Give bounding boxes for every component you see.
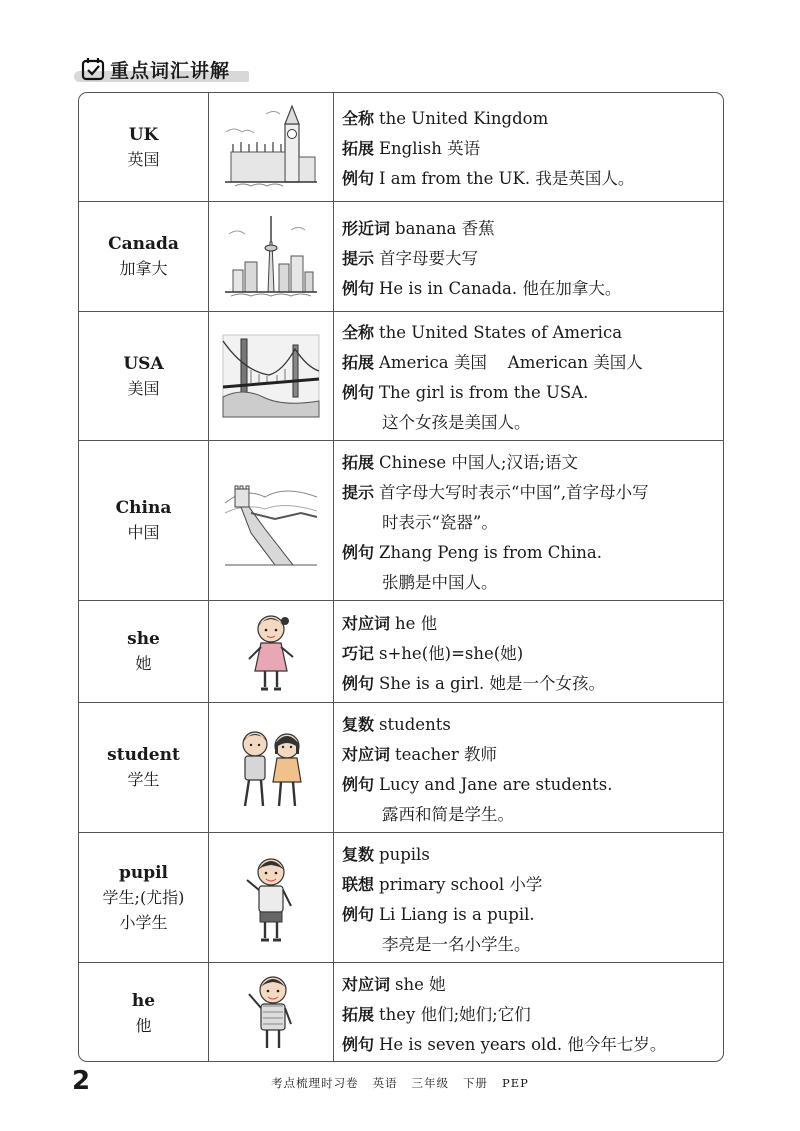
word-cell <box>79 963 209 1062</box>
notes-cell <box>334 833 723 962</box>
note-line <box>342 348 723 378</box>
note-text: 首字母大写时表示“中国”,首字母小写 <box>379 482 649 502</box>
note-text: they 他们;她们;它们 <box>379 1005 531 1024</box>
note-text: 时表示“瓷器”。 <box>382 512 498 532</box>
vocab-row <box>79 93 723 202</box>
note-label: 例句 <box>342 278 375 298</box>
note-line <box>342 134 723 164</box>
note-text: she 她 <box>395 975 446 994</box>
note-label: 对应词 <box>342 613 391 633</box>
note-label: 例句 <box>342 542 375 562</box>
note-line <box>342 318 723 348</box>
vocab-row <box>79 963 723 1062</box>
word-english: USA <box>123 353 164 374</box>
notes-cell <box>334 441 723 600</box>
word-chinese: 学生 <box>127 770 160 789</box>
note-line <box>342 770 723 800</box>
note-text: 张鹏是中国人。 <box>382 572 498 592</box>
london-big-ben-icon <box>221 102 321 192</box>
note-line <box>342 448 723 478</box>
note-text: 这个女孩是美国人。 <box>382 413 531 432</box>
note-label: 巧记 <box>342 643 375 663</box>
note-label: 例句 <box>342 169 375 188</box>
note-label: 对应词 <box>342 975 391 994</box>
note-text: He is in Canada. 他在加拿大。 <box>379 278 622 298</box>
word-chinese-2: 小学生 <box>119 912 168 932</box>
waving-boy-icon <box>241 968 301 1058</box>
great-wall-icon <box>221 473 321 569</box>
word-chinese: 英国 <box>127 149 160 169</box>
notes-cell <box>334 601 723 702</box>
note-line <box>342 568 723 598</box>
note-line <box>342 870 723 900</box>
picture-cell <box>209 833 334 962</box>
word-cell <box>79 703 209 832</box>
word-cell <box>79 312 209 440</box>
note-label: 形近词 <box>342 218 391 238</box>
note-text: America 美国 American 美国人 <box>379 353 643 372</box>
note-text: banana 香蕉 <box>395 218 495 238</box>
note-line <box>342 930 723 960</box>
note-label: 拓展 <box>342 139 375 158</box>
note-line <box>342 800 723 830</box>
picture-cell <box>209 703 334 832</box>
note-text: He is seven years old. 他今年七岁。 <box>379 1035 667 1054</box>
note-line <box>342 478 723 508</box>
note-label: 例句 <box>342 904 375 924</box>
vocab-row <box>79 441 723 601</box>
note-line <box>342 244 723 274</box>
section-header <box>74 54 249 84</box>
note-line <box>342 740 723 770</box>
note-text: Li Liang is a pupil. <box>379 904 535 924</box>
word-chinese: 她 <box>135 654 152 673</box>
note-label: 例句 <box>342 774 375 794</box>
toronto-cn-tower-icon <box>221 212 321 302</box>
note-text: students <box>379 714 451 734</box>
word-chinese: 美国 <box>127 378 160 398</box>
note-text: Zhang Peng is from China. <box>379 542 602 562</box>
picture-cell <box>209 963 334 1062</box>
book-title: 考点梳理时习卷 英语 三年级 下册 PEP <box>271 1076 529 1090</box>
page-number: 2 <box>72 1066 91 1096</box>
word-cell <box>79 833 209 962</box>
picture-cell <box>209 93 334 201</box>
picture-cell <box>209 441 334 600</box>
note-text: I am from the UK. 我是英国人。 <box>379 169 635 188</box>
note-line <box>342 609 723 639</box>
note-line <box>342 378 723 408</box>
note-label: 复数 <box>342 844 375 864</box>
note-line <box>342 900 723 930</box>
note-line <box>342 639 723 669</box>
word-english: he <box>131 990 156 1011</box>
note-text: Lucy and Jane are students. <box>379 774 613 794</box>
word-english: she <box>127 629 160 649</box>
note-text: the United States of America <box>379 323 623 342</box>
word-chinese: 他 <box>135 1015 152 1035</box>
note-label: 提示 <box>342 248 375 268</box>
schoolboy-icon <box>241 850 301 946</box>
vocab-table <box>78 92 724 1062</box>
girl-icon <box>241 607 301 697</box>
vocab-row <box>79 833 723 963</box>
notes-cell <box>334 703 723 832</box>
note-text: the United Kingdom <box>379 109 549 128</box>
word-english: Canada <box>108 234 179 254</box>
picture-cell <box>209 312 334 440</box>
word-chinese: 学生;(尤指) <box>102 887 185 907</box>
word-chinese: 加拿大 <box>119 259 168 278</box>
vocab-row <box>79 312 723 441</box>
section-title: 重点词汇讲解 <box>110 59 231 82</box>
note-text: pupils <box>379 844 430 864</box>
note-label: 复数 <box>342 714 375 734</box>
note-label: 拓展 <box>342 452 375 472</box>
note-line <box>342 669 723 699</box>
word-english: student <box>107 745 180 765</box>
clock-check-icon <box>80 56 106 82</box>
note-label: 联想 <box>342 874 375 894</box>
note-label: 例句 <box>342 673 375 693</box>
note-text: She is a girl. 她是一个女孩。 <box>379 673 606 693</box>
word-chinese: 中国 <box>127 523 160 542</box>
note-text: Chinese 中国人;汉语;语文 <box>379 452 579 472</box>
note-line <box>342 164 723 194</box>
note-text: English 英语 <box>379 139 481 158</box>
note-line <box>342 408 723 438</box>
notes-cell <box>334 93 723 201</box>
notes-cell <box>334 963 723 1062</box>
note-label: 对应词 <box>342 744 391 764</box>
note-text: 李亮是一名小学生。 <box>382 934 531 954</box>
note-label: 例句 <box>342 1035 375 1054</box>
vocab-row <box>79 703 723 833</box>
note-line <box>342 710 723 740</box>
note-label: 拓展 <box>342 353 375 372</box>
note-label: 全称 <box>342 323 375 342</box>
note-label: 拓展 <box>342 1005 375 1024</box>
note-line <box>342 538 723 568</box>
note-label: 提示 <box>342 482 375 502</box>
note-line <box>342 508 723 538</box>
note-text: 露西和简是学生。 <box>382 804 514 824</box>
note-text: teacher 教师 <box>395 744 498 764</box>
note-line <box>342 970 723 1000</box>
vocab-row <box>79 601 723 703</box>
word-english: UK <box>128 124 159 145</box>
notes-cell <box>334 312 723 440</box>
note-text: primary school 小学 <box>379 874 543 894</box>
note-label: 全称 <box>342 109 375 128</box>
note-line <box>342 1000 723 1030</box>
golden-gate-bridge-icon <box>221 331 321 421</box>
word-english: China <box>115 498 172 518</box>
notes-cell <box>334 202 723 311</box>
word-cell <box>79 202 209 311</box>
note-text: he 他 <box>395 613 438 633</box>
word-cell <box>79 601 209 702</box>
two-students-icon <box>231 720 311 816</box>
note-text: The girl is from the USA. <box>379 383 589 402</box>
note-text: s+he(他)=she(她) <box>379 643 524 663</box>
picture-cell <box>209 601 334 702</box>
vocab-row <box>79 202 723 312</box>
note-line <box>342 104 723 134</box>
note-line <box>342 840 723 870</box>
picture-cell <box>209 202 334 311</box>
word-english: pupil <box>118 862 169 883</box>
note-line <box>342 214 723 244</box>
word-cell <box>79 441 209 600</box>
note-line <box>342 1030 723 1060</box>
note-text: 首字母要大写 <box>379 248 479 268</box>
note-line <box>342 274 723 304</box>
note-label: 例句 <box>342 383 375 402</box>
word-cell <box>79 93 209 201</box>
